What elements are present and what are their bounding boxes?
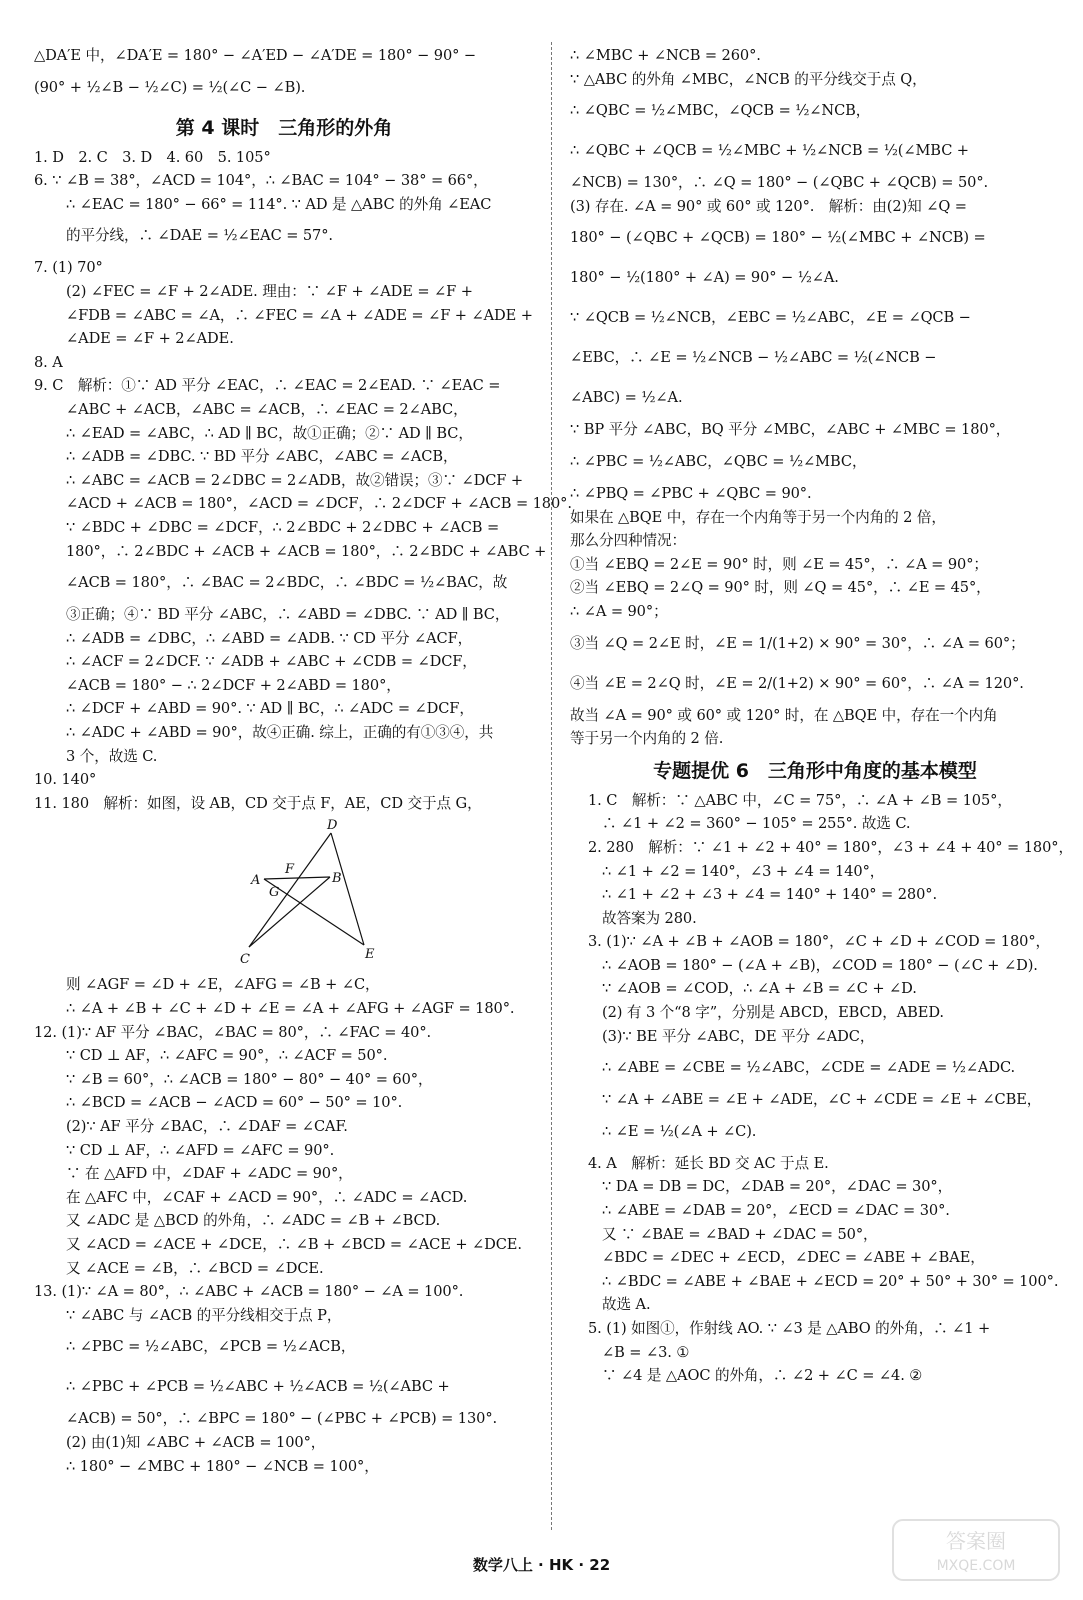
answer-line: 9. C 解析：①∵ AD 平分 ∠EAC，∴ ∠EAC = 2∠EAD. ∵ ∠EAC = [34, 377, 501, 395]
answer-line: ∵ BP 平分 ∠ABC，BQ 平分 ∠MBC，∠ABC + ∠MBC = 180°， [570, 421, 1011, 439]
answer-line: ∴ ∠EAC = 180° − 66° = 114°. ∵ AD 是 △ABC 的外角 ∠EAC [66, 195, 492, 213]
answer-line: ∵ △ABC 的外角 ∠MBC，∠NCB 的平分线交于点 Q， [570, 70, 927, 88]
answer-line: ∴ ∠ADC + ∠ABD = 90°，故④正确. 综上，正确的有①③④，共 [66, 724, 494, 742]
answer-line: 6. ∵ ∠B = 38°，∠ACD = 104°，∴ ∠BAC = 104° − 38° = 66°， [34, 172, 488, 190]
answer-line: ∴ ∠BDC = ∠ABE + ∠BAE + ∠ECD = 20° + 50° + 30° = 100°. [602, 1272, 1059, 1290]
answer-line: ∴ ∠DCF + ∠ABD = 90°. ∵ AD ∥ BC，∴ ∠ADC = ∠DCF， [66, 700, 474, 718]
answer-line: 10. 140° [34, 771, 97, 789]
answer-line: ∵ ∠A + ∠ABE = ∠E + ∠ADE，∠C + ∠CDE = ∠E + ∠CBE， [602, 1091, 1042, 1109]
answer-line: (3)∵ BE 平分 ∠ABC，DE 平分 ∠ADC， [602, 1027, 875, 1045]
svg-text:MXQE.COM: MXQE.COM [936, 1558, 1016, 1574]
answer-line: (2) ∠FEC = ∠F + 2∠ADE. 理由：∵ ∠F + ∠ADE = ∠F + [66, 282, 473, 300]
answer-line: 4. A 解析：延长 BD 交 AC 于点 E. [588, 1154, 829, 1172]
answer-line: ∠FDB = ∠ABC = ∠A，∴ ∠FEC = ∠A + ∠ADE = ∠F + ∠ADE + [66, 306, 533, 324]
answer-line: ∵ ∠QCB = ½∠NCB，∠EBC = ½∠ABC，∠E = ∠QCB − [570, 309, 971, 327]
answer-line: ∴ ∠PBC + ∠PCB = ½∠ABC + ½∠ACB = ½(∠ABC + [66, 1378, 450, 1396]
label-d: D [327, 819, 338, 834]
answer-line: ∴ ∠ADB = ∠DBC. ∵ BD 平分 ∠ABC，∠ABC = ∠ACB， [66, 448, 458, 466]
answer-line: ∴ ∠ACF = 2∠DCF. ∵ ∠ADB + ∠ABC + ∠CDB = ∠DCF， [66, 653, 477, 671]
svg-text:答案圈: 答案圈 [946, 1529, 1006, 1553]
answer-line: (3) 存在. ∠A = 90° 或 60° 或 120°. 解析：由(2)知 ∠Q = [570, 197, 967, 215]
answer-line: ∴ ∠MBC + ∠NCB = 260°. [570, 47, 761, 64]
answer-line: ∴ ∠QBC = ½∠MBC，∠QCB = ½∠NCB， [570, 102, 871, 120]
answer-line: 180° − ½(180° + ∠A) = 90° − ½∠A. [570, 269, 839, 287]
answer-line: 13. (1)∵ ∠A = 80°，∴ ∠ABC + ∠ACB = 180° − ∠A = 100°. [34, 1283, 464, 1301]
answer-line: ∴ ∠ABE = ∠CBE = ½∠ABC，∠CDE = ∠ADE = ½∠ADC. [602, 1059, 1016, 1077]
answer-line: 11. 180 解析：如图，设 AB，CD 交于点 F，AE，CD 交于点 G， [34, 794, 482, 812]
answer-line: ∠NCB) = 130°，∴ ∠Q = 180° − (∠QBC + ∠QCB) = 50°. [570, 174, 989, 192]
answer-line: ∠B = ∠3. ① [602, 1343, 690, 1361]
answer-line: 等于另一个内角的 2 倍. [570, 730, 724, 748]
answer-line: ∴ ∠A + ∠B + ∠C + ∠D + ∠E = ∠A + ∠AFG + ∠AGF = 180°. [66, 1000, 515, 1018]
answer-line: ∠EBC，∴ ∠E = ½∠NCB − ½∠ABC = ½(∠NCB − [570, 349, 937, 367]
answer-line: ∴ ∠PBC = ½∠ABC，∠PCB = ½∠ACB， [66, 1338, 356, 1356]
answer-line: ∴ ∠BCD = ∠ACB − ∠ACD = 60° − 50° = 10°. [66, 1094, 403, 1112]
answer-line: ∵ ∠BDC + ∠DBC = ∠DCF，∴ 2∠BDC + 2∠DBC + ∠ACB = [66, 518, 500, 536]
answer-line: 3 个，故选 C. [66, 747, 158, 765]
answer-line: ∵ CD ⊥ AF，∴ ∠AFC = 90°，∴ ∠ACF = 50°. [66, 1047, 388, 1065]
answer-line: ∴ ∠EAD = ∠ABC，∴ AD ∥ BC，故①正确；②∵ AD ∥ BC， [66, 424, 473, 442]
answer-line: 的平分线，∴ ∠DAE = ½∠EAC = 57°. [66, 227, 333, 245]
pentagram-figure [34, 819, 534, 969]
answer-line: 5. (1) 如图①，作射线 AO. ∵ ∠3 是 △ABO 的外角，∴ ∠1 + [588, 1320, 991, 1337]
right-column [570, 44, 1073, 1388]
answer-line: ①当 ∠EBQ = 2∠E = 90° 时，则 ∠E = 45°，∴ ∠A = 90°； [570, 555, 988, 573]
watermark-logo [891, 1518, 1061, 1582]
answer-line: ∴ ∠1 + ∠2 + ∠3 + ∠4 = 140° + 140° = 280°. [602, 886, 938, 904]
answer-line: ∠BDC = ∠DEC + ∠ECD，∠DEC = ∠ABE + ∠BAE， [602, 1249, 985, 1267]
answer-line: ∴ ∠A = 90°； [570, 602, 668, 620]
answer-line: 又 ∵ ∠BAE = ∠BAD + ∠DAC = 50°， [602, 1225, 878, 1243]
label-b: B [332, 871, 342, 887]
answer-line: 180°，∴ 2∠BDC + ∠ACB + ∠ACB = 180°，∴ 2∠BDC + ∠ABC + [66, 542, 547, 560]
answer-line: ∵ ∠4 是 △AOC 的外角，∴ ∠2 + ∠C = ∠4. ② [602, 1367, 923, 1385]
answer-line: 则 ∠AGF = ∠D + ∠E，∠AFG = ∠B + ∠C， [66, 976, 380, 994]
answer-line: ④当 ∠E = 2∠Q 时，∠E = 2/(1+2) × 90° = 60°，∴ ∠A = 120°. [570, 674, 1024, 692]
geometry-figure [34, 819, 534, 969]
answer-line: ③当 ∠Q = 2∠E 时，∠E = 1/(1+2) × 90° = 30°，∴ ∠A = 60°； [570, 634, 1025, 652]
answer-line: 又 ∠ADC 是 △BCD 的外角，∴ ∠ADC = ∠B + ∠BCD. [66, 1212, 441, 1230]
answer-line: ∠ACD + ∠ACB = 180°，∠ACD = ∠DCF，∴ 2∠DCF + ∠ACB = 180°. [66, 495, 572, 513]
answer-line: 又 ∠ACD = ∠ACE + ∠DCE，∴ ∠B + ∠BCD = ∠ACE + ∠DCE. [66, 1235, 522, 1253]
answer-line: ③正确；④∵ BD 平分 ∠ABC，∴ ∠ABD = ∠DBC. ∵ AD ∥ BC， [66, 606, 510, 624]
column-divider [551, 42, 552, 1530]
answer-line: 1. C 解析：∵ △ABC 中，∠C = 75°，∴ ∠A + ∠B = 105°， [588, 791, 1012, 809]
answer-line: ∴ ∠1 + ∠2 = 360° − 105° = 255°. 故选 C. [602, 815, 911, 833]
section-heading: 第 4 课时 三角形的外角 [175, 116, 393, 139]
answer-line: 3. (1)∵ ∠A + ∠B + ∠AOB = 180°，∠C + ∠D + ∠COD = 180°， [588, 933, 1051, 951]
answer-line: ∵ ∠AOB = ∠COD，∴ ∠A + ∠B = ∠C + ∠D. [602, 980, 917, 998]
answer-line: ∴ ∠1 + ∠2 = 140°，∠3 + ∠4 = 140°， [602, 862, 885, 880]
answer-line: 180° − (∠QBC + ∠QCB) = 180° − ½(∠MBC + ∠NCB) = [570, 229, 986, 247]
answer-line: 8. A [34, 353, 63, 371]
answer-line: ∠ACB) = 50°，∴ ∠BPC = 180° − (∠PBC + ∠PCB) = 130°. [66, 1410, 498, 1428]
segment-dc [249, 833, 331, 947]
answer-line: ∴ ∠AOB = 180° − (∠A + ∠B)，∠COD = 180° − (∠C + ∠D). [602, 956, 1038, 974]
left-column [34, 44, 572, 1478]
answer-line: ∴ ∠E = ½(∠A + ∠C). [602, 1122, 757, 1140]
answer-line: ∴ ∠QBC + ∠QCB = ½∠MBC + ½∠NCB = ½(∠MBC + [570, 142, 969, 160]
answer-line: 在 △AFC 中，∠CAF + ∠ACD = 90°，∴ ∠ADC = ∠ACD. [66, 1188, 468, 1206]
answer-line: ∴ ∠ABC = ∠ACB = 2∠DBC = 2∠ADB，故②错误；③∵ ∠DCF + [66, 471, 523, 489]
segment-de [331, 833, 364, 945]
answer-line: ∴ ∠PBC = ½∠ABC，∠QBC = ½∠MBC， [570, 452, 867, 470]
answer-line: 那么分四种情况： [570, 532, 686, 550]
answer-line: 2. 280 解析：∵ ∠1 + ∠2 + 40° = 180°，∠3 + ∠4 + 40° = 180°， [588, 838, 1073, 856]
answer-line: ∠ACB = 180°，∴ ∠BAC = 2∠BDC，∴ ∠BDC = ½∠BAC，故 [66, 574, 508, 592]
answer-line: ②当 ∠EBQ = 2∠Q = 90° 时，则 ∠Q = 45°，∴ ∠E = 45°， [570, 579, 991, 597]
label-a: A [251, 873, 261, 889]
label-c: C [240, 952, 250, 968]
answer-line: ∵ ∠ABC 与 ∠ACB 的平分线相交于点 P， [66, 1306, 342, 1324]
section-heading: 专题提优 6 三角形中角度的基本模型 [653, 759, 977, 782]
answer-line: 故当 ∠A = 90° 或 60° 或 120° 时，在 △BQE 中，存在一个内角 [570, 706, 998, 724]
answer-line: (2) 有 3 个“8 字”，分别是 ABCD，EBCD，ABED. [602, 1004, 944, 1022]
answer-line: (2)∵ AF 平分 ∠BAC，∴ ∠DAF = ∠CAF. [66, 1118, 348, 1135]
label-f: F [285, 862, 295, 878]
label-e: E [365, 947, 375, 963]
answer-line: 如果在 △BQE 中，存在一个内角等于另一个内角的 2 倍， [570, 508, 946, 526]
answer-line: ∠ADE = ∠F + 2∠ADE. [66, 330, 234, 348]
answer-line: 1. D 2. C 3. D 4. 60 5. 105° [34, 148, 271, 166]
answer-line: 又 ∠ACE = ∠B，∴ ∠BCD = ∠DCE. [66, 1259, 324, 1277]
segment-ab [264, 877, 330, 879]
answer-line: △DA′E 中，∠DA′E = 180° − ∠A′ED − ∠A′DE = 180° − 90° − [34, 47, 477, 64]
answer-line: ∴ 180° − ∠MBC + 180° − ∠NCB = 100°， [66, 1457, 379, 1475]
answer-line: (90° + ½∠B − ½∠C) = ½(∠C − ∠B). [34, 78, 306, 96]
answer-line: ∴ ∠ADB = ∠DBC，∴ ∠ABD = ∠ADB. ∵ CD 平分 ∠ACF， [66, 629, 473, 647]
answer-line: ∴ ∠ABE = ∠DAB = 20°，∠ECD = ∠DAC = 30°. [602, 1202, 950, 1220]
answer-line: ∵ 在 △AFD 中，∠DAF + ∠ADC = 90°， [66, 1165, 353, 1183]
answer-line: ∴ ∠PBQ = ∠PBC + ∠QBC = 90°. [570, 484, 812, 502]
answer-line: 7. (1) 70° [34, 259, 103, 277]
answer-line: ∠ABC + ∠ACB，∠ABC = ∠ACB，∴ ∠EAC = 2∠ABC， [66, 400, 468, 418]
answer-line: ∵ DA = DB = DC，∠DAB = 20°，∠DAC = 30°， [602, 1178, 953, 1196]
answer-line: ∵ CD ⊥ AF，∴ ∠AFD = ∠AFC = 90°. [66, 1141, 335, 1159]
answer-line: ∠ACB = 180° − ∴ 2∠DCF + 2∠ABD = 180°， [66, 676, 401, 694]
page-footer: 数学八上 · HK · 22 [472, 1556, 611, 1574]
answer-line: 故选 A. [602, 1296, 651, 1314]
segment-bc [249, 877, 330, 947]
answer-line: ∵ ∠B = 60°，∴ ∠ACB = 180° − 80° − 40° = 60°， [66, 1070, 433, 1088]
answer-line: 故答案为 280. [602, 909, 697, 927]
label-g: G [269, 885, 280, 901]
answer-line: 12. (1)∵ AF 平分 ∠BAC，∠BAC = 80°，∴ ∠FAC = 40°. [34, 1023, 432, 1041]
answer-line: ∠ABC) = ½∠A. [570, 389, 683, 407]
answer-line: (2) 由(1)知 ∠ABC + ∠ACB = 100°， [66, 1433, 326, 1451]
